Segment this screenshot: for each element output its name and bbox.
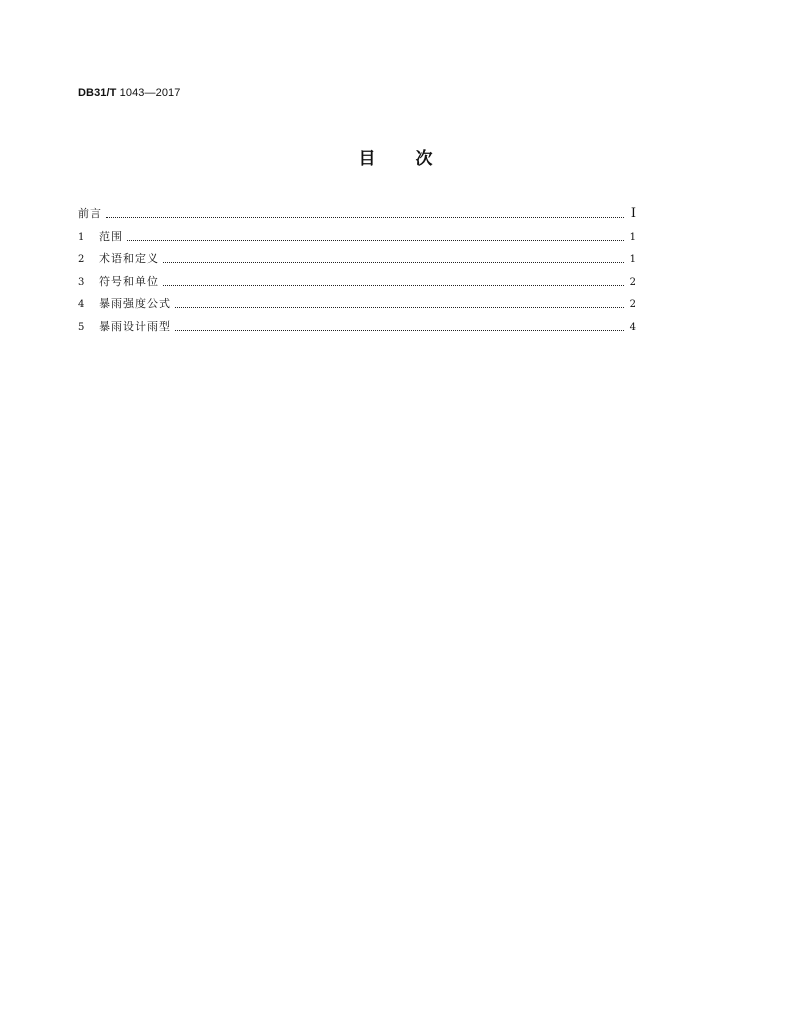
toc-dot-leader [175, 300, 624, 312]
toc-entry-3[interactable] [78, 273, 636, 296]
table-of-contents [78, 205, 636, 340]
toc-entry-foreword[interactable] [78, 205, 636, 228]
toc-entry-number: 3 [78, 276, 85, 288]
toc-dot-leader [175, 323, 624, 335]
document-code [78, 86, 181, 100]
toc-entry-4[interactable] [78, 295, 636, 318]
document-code-prefix: DB31/T [78, 87, 117, 99]
toc-entry-page: I [630, 206, 636, 221]
toc-dot-leader [163, 255, 624, 267]
toc-entry-5[interactable] [78, 318, 636, 341]
toc-dot-leader [106, 210, 624, 222]
page-title-char-2: 次 [415, 149, 433, 169]
toc-entry-2[interactable] [78, 250, 636, 273]
toc-entry-number: 2 [78, 254, 85, 265]
toc-dot-leader [163, 278, 624, 290]
document-code-number: 1043—2017 [119, 87, 181, 99]
toc-entry-page: 4 [629, 321, 636, 333]
toc-entry-label: 暴雨强度公式 [99, 297, 171, 310]
toc-entry-page: 2 [629, 299, 636, 310]
toc-entry-page: 1 [629, 231, 636, 243]
toc-entry-label: 符号和单位 [99, 274, 159, 288]
toc-entry-label: 术语和定义 [99, 252, 159, 265]
toc-entry-page: 2 [629, 276, 636, 288]
toc-entry-number: 1 [78, 231, 85, 243]
toc-entry-label: 范围 [99, 229, 123, 243]
toc-entry-number: 4 [78, 299, 85, 310]
toc-dot-leader [127, 233, 624, 245]
toc-entry-label: 前言 [78, 207, 102, 220]
toc-entry-1[interactable] [78, 228, 636, 251]
toc-entry-page: 1 [629, 254, 636, 265]
toc-entry-number: 5 [78, 321, 85, 333]
page-title [0, 148, 791, 170]
toc-entry-label: 暴雨设计雨型 [99, 319, 171, 333]
page-title-char-1: 目 [358, 149, 376, 169]
